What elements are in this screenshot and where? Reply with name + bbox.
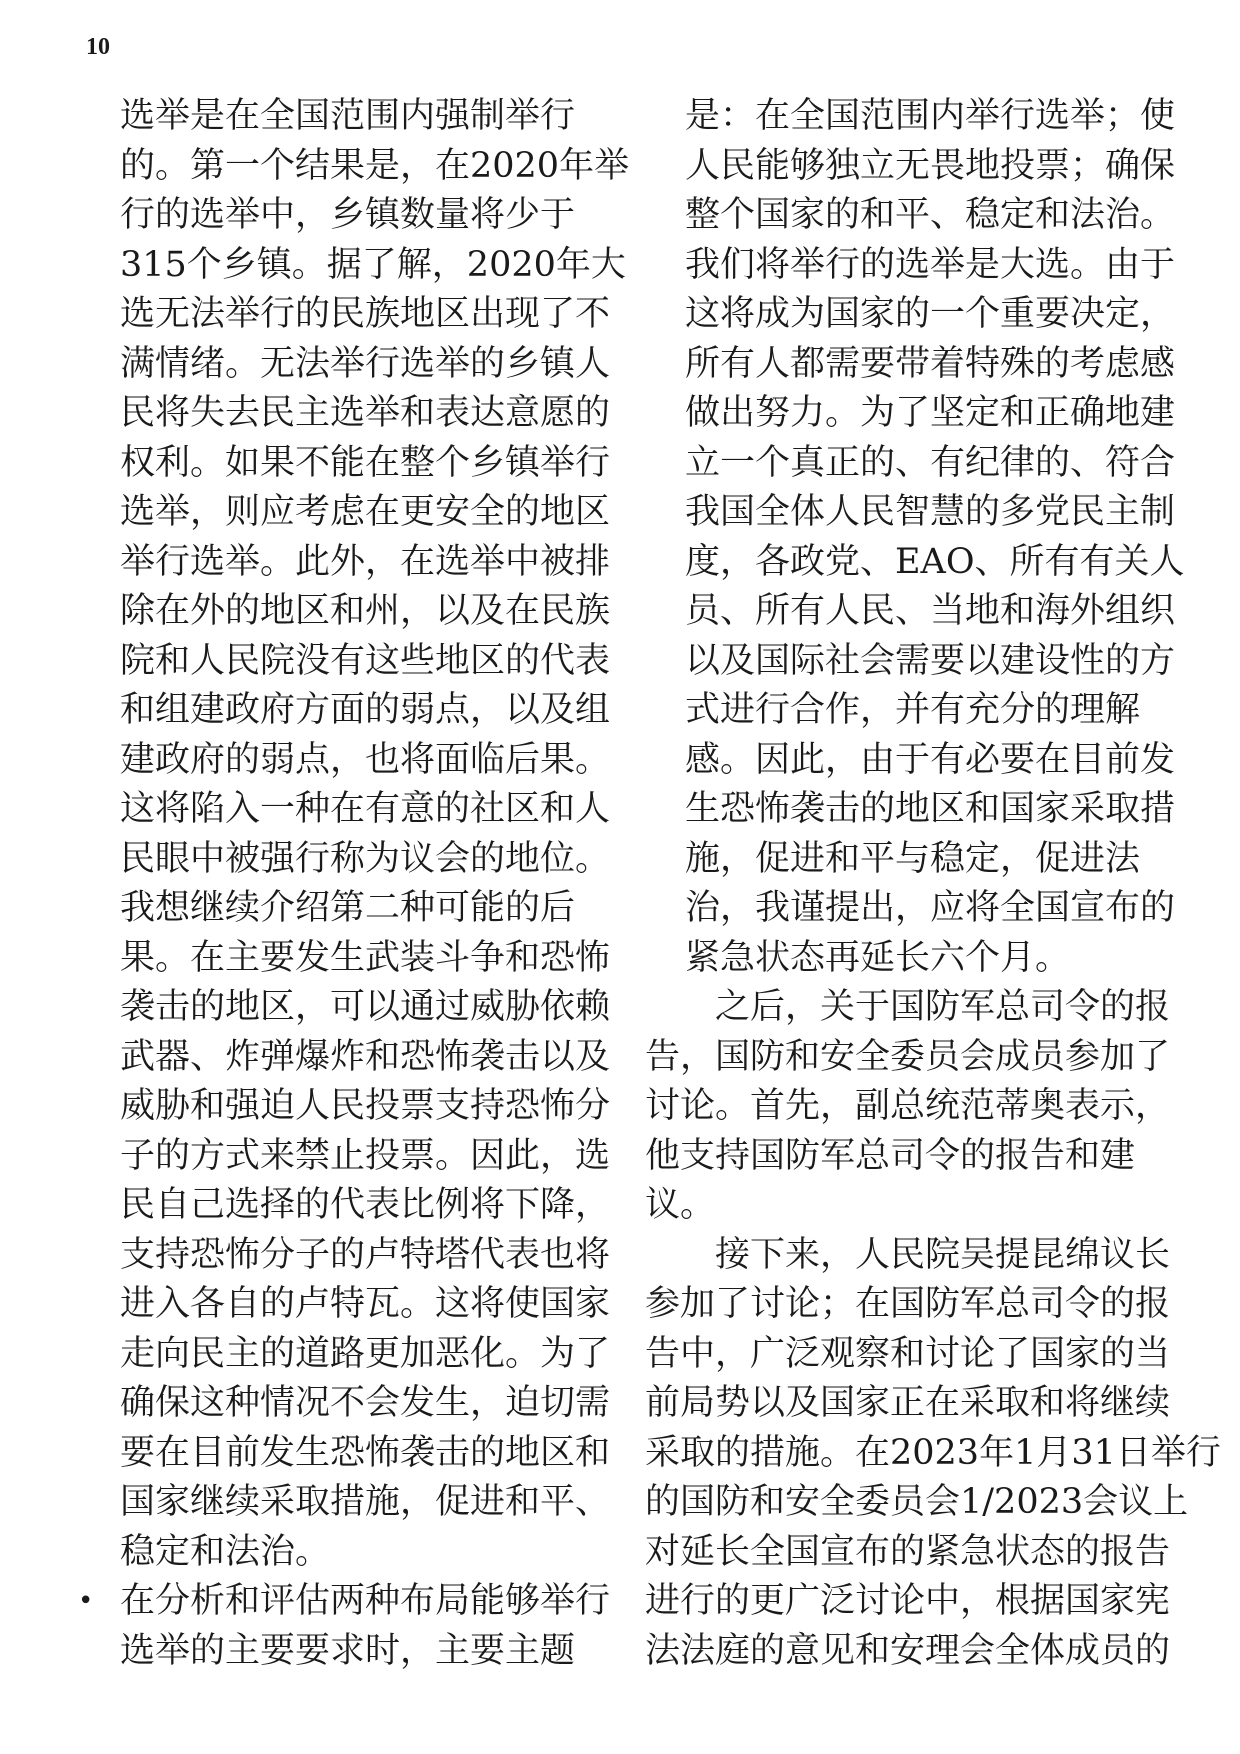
text-line: 我们将举行的选举是大选。由于 bbox=[685, 244, 1176, 285]
text-line: 员、所有人民、当地和海外组织 bbox=[685, 591, 1176, 631]
text-line: 这将陷入一种在有意的社区和人 bbox=[120, 789, 611, 829]
text-line: 法法庭的意见和安理会全体成员的 bbox=[645, 1630, 1171, 1671]
text-line: 之后，关于国防军总司令的报 bbox=[715, 987, 1171, 1027]
text-line: 除在外的地区和州，以及在民族 bbox=[120, 591, 611, 631]
text-line: 选举是在全国范围内强制举行 bbox=[120, 96, 576, 136]
text-line: 选举的主要要求时，主要主题 bbox=[120, 1630, 576, 1671]
text-line: 果。在主要发生武装斗争和恐怖 bbox=[120, 937, 611, 978]
text-line: 讨论。首先，副总统范蒂奥表示， bbox=[645, 1086, 1171, 1126]
left-column bbox=[120, 92, 630, 1676]
text-line: 支持恐怖分子的卢特塔代表也将 bbox=[120, 1234, 611, 1275]
text-line: 民自己选择的代表比例将下降， bbox=[120, 1185, 611, 1225]
text-line: 度，各政党、EAO、所有有关人 bbox=[685, 541, 1185, 582]
text-line: 建政府的弱点，也将面临后果。 bbox=[120, 739, 611, 780]
bullet-marker: • bbox=[78, 1586, 94, 1616]
text-line: 进行的更广泛讨论中，根据国家宪 bbox=[645, 1581, 1171, 1621]
text-line: 在分析和评估两种布局能够举行 bbox=[120, 1581, 611, 1621]
text-line: 民将失去民主选举和表达意愿的 bbox=[120, 393, 611, 433]
text-line: 选无法举行的民族地区出现了不 bbox=[120, 294, 611, 334]
text-line: 他支持国防军总司令的报告和建 bbox=[645, 1135, 1136, 1176]
text-line: 前局势以及国家正在采取和将继续 bbox=[645, 1383, 1171, 1423]
page-number: 10 bbox=[86, 34, 110, 60]
text-line: 紧急状态再延长六个月。 bbox=[685, 937, 1071, 978]
text-line: 的。第一个结果是，在2020年举 bbox=[120, 145, 630, 186]
text-line: 议。 bbox=[645, 1185, 716, 1225]
text-line: 做出努力。为了坚定和正确地建 bbox=[685, 393, 1176, 433]
right-column bbox=[645, 92, 1221, 1676]
text-line: 权利。如果不能在整个乡镇举行 bbox=[120, 442, 611, 483]
text-line: 315个乡镇。据了解，2020年大 bbox=[120, 244, 626, 285]
text-line: 行的选举中，乡镇数量将少于 bbox=[120, 195, 576, 235]
text-line: 威胁和强迫人民投票支持恐怖分 bbox=[120, 1086, 611, 1126]
text-line: 采取的措施。在2023年1月31日举行 bbox=[645, 1432, 1221, 1473]
text-line: 参加了讨论；在国防军总司令的报 bbox=[645, 1284, 1171, 1324]
text-line: 确保这种情况不会发生，迫切需 bbox=[120, 1383, 611, 1423]
text-line: 所有人都需要带着特殊的考虑感 bbox=[685, 343, 1176, 384]
text-line: 人民能够独立无畏地投票；确保 bbox=[685, 145, 1176, 186]
text-line: 式进行合作，并有充分的理解 bbox=[685, 690, 1141, 730]
text-line: 民眼中被强行称为议会的地位。 bbox=[120, 838, 611, 879]
text-line: 我想继续介绍第二种可能的后 bbox=[120, 888, 576, 928]
text-line: 立一个真正的、有纪律的、符合 bbox=[685, 442, 1176, 483]
text-line: 选举，则应考虑在更安全的地区 bbox=[120, 492, 611, 532]
text-line: 对延长全国宣布的紧急状态的报告 bbox=[645, 1531, 1171, 1572]
text-line: 和组建政府方面的弱点，以及组 bbox=[120, 690, 611, 730]
text-line: 生恐怖袭击的地区和国家采取措 bbox=[685, 789, 1176, 829]
text-line: 整个国家的和平、稳定和法治。 bbox=[685, 195, 1176, 235]
text-line: 感。因此，由于有必要在目前发 bbox=[685, 739, 1176, 780]
text-line: 是：在全国范围内举行选举；使 bbox=[685, 96, 1176, 136]
text-line: 袭击的地区，可以通过威胁依赖 bbox=[120, 987, 611, 1027]
text-line: 国家继续采取措施，促进和平、 bbox=[120, 1482, 611, 1522]
text-line: 要在目前发生恐怖袭击的地区和 bbox=[120, 1432, 611, 1473]
text-line: 武器、炸弹爆炸和恐怖袭击以及 bbox=[120, 1036, 611, 1077]
text-line: 的国防和安全委员会1/2023会议上 bbox=[645, 1482, 1189, 1522]
text-line: 院和人民院没有这些地区的代表 bbox=[120, 640, 611, 681]
text-line: 告，国防和安全委员会成员参加了 bbox=[645, 1036, 1171, 1077]
text-line: 治，我谨提出，应将全国宣布的 bbox=[685, 888, 1176, 928]
text-line: 举行选举。此外，在选举中被排 bbox=[120, 541, 611, 582]
text-line: 稳定和法治。 bbox=[120, 1531, 331, 1572]
text-line: 进入各自的卢特瓦。这将使国家 bbox=[120, 1284, 611, 1324]
text-line: 走向民主的道路更加恶化。为了 bbox=[120, 1333, 611, 1374]
text-line: 这将成为国家的一个重要决定， bbox=[685, 294, 1176, 334]
text-line: 满情绪。无法举行选举的乡镇人 bbox=[120, 343, 611, 384]
text-line: 我国全体人民智慧的多党民主制 bbox=[685, 492, 1176, 532]
text-line: 以及国际社会需要以建设性的方 bbox=[685, 640, 1176, 681]
text-line: 施，促进和平与稳定，促进法 bbox=[685, 838, 1141, 879]
text-line: 接下来，人民院吴提昆绵议长 bbox=[715, 1234, 1171, 1275]
text-line: 告中，广泛观察和讨论了国家的当 bbox=[645, 1333, 1171, 1374]
text-line: 子的方式来禁止投票。因此，选 bbox=[120, 1135, 611, 1176]
